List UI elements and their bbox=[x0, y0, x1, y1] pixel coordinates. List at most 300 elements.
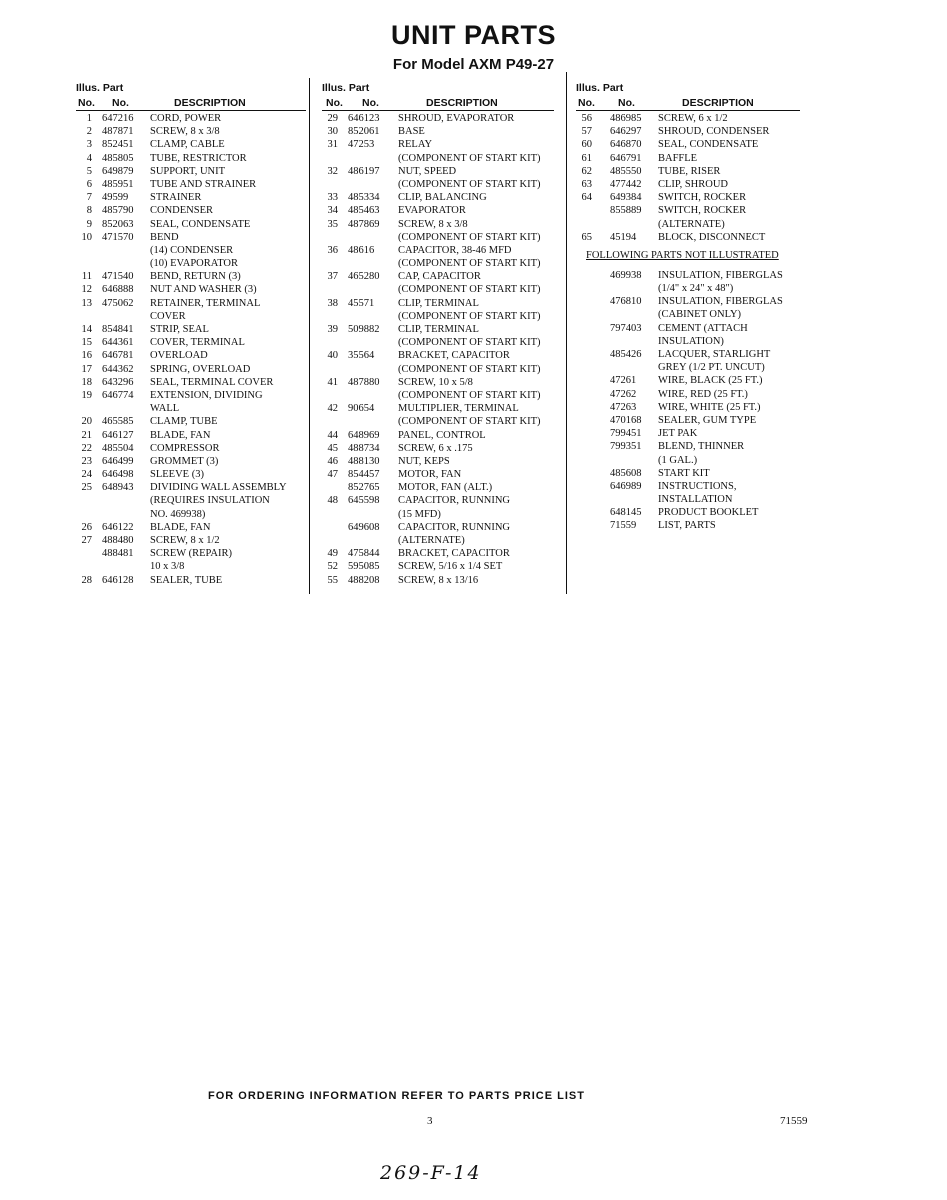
table-row bbox=[576, 152, 800, 165]
part-description: (COMPONENT OF START KIT) bbox=[398, 178, 541, 190]
table-row bbox=[576, 282, 800, 295]
part-number: 799351 bbox=[610, 441, 642, 453]
parts-column-3 bbox=[576, 80, 800, 533]
illus-number: 24 bbox=[81, 469, 92, 481]
part-no-label: No. bbox=[112, 97, 129, 109]
part-description: TUBE, RISER bbox=[658, 165, 721, 177]
part-description: (REQUIRES INSULATION bbox=[150, 495, 270, 507]
part-number: 855889 bbox=[610, 205, 642, 217]
part-number: 797403 bbox=[610, 322, 642, 334]
handwritten-note: 269-F-14 bbox=[380, 1162, 482, 1184]
table-row bbox=[322, 257, 554, 270]
table-row bbox=[76, 323, 306, 336]
part-description: NUT AND WASHER (3) bbox=[150, 284, 257, 296]
part-number: 465585 bbox=[102, 416, 134, 428]
table-row bbox=[322, 231, 554, 244]
illus-number: 7 bbox=[86, 192, 92, 204]
illus-number: 34 bbox=[327, 205, 338, 217]
part-description: CLIP, TERMINAL bbox=[398, 324, 479, 335]
table-row bbox=[322, 494, 554, 507]
table-row bbox=[76, 257, 306, 270]
part-description: (ALTERNATE) bbox=[398, 535, 465, 546]
illus-number: 52 bbox=[327, 561, 338, 573]
illus-part-label: Illus. Part bbox=[76, 82, 124, 94]
part-description: EVAPORATOR bbox=[398, 205, 466, 217]
part-number: 471570 bbox=[102, 231, 134, 243]
table-row bbox=[322, 560, 554, 573]
part-number: 476810 bbox=[610, 296, 642, 308]
part-number: 799451 bbox=[610, 428, 642, 440]
table-row bbox=[76, 310, 306, 323]
table-row bbox=[76, 508, 306, 521]
part-number: 485550 bbox=[610, 165, 642, 177]
part-number: 644362 bbox=[102, 363, 134, 375]
part-description: LIST, PARTS bbox=[658, 520, 716, 532]
table-row bbox=[76, 178, 306, 191]
part-description: LACQUER, STARLIGHT bbox=[658, 349, 771, 360]
part-description: SCREW, 5/16 x 1/4 SET bbox=[398, 561, 503, 573]
illus-number: 47 bbox=[327, 469, 338, 481]
part-number: 649384 bbox=[610, 192, 642, 204]
illus-number: 19 bbox=[81, 389, 92, 401]
description-label: DESCRIPTION bbox=[174, 97, 246, 109]
part-number: 595085 bbox=[348, 561, 380, 573]
table-row bbox=[576, 112, 800, 125]
parts-list bbox=[76, 112, 306, 587]
part-description: SCREW, 6 x .175 bbox=[398, 442, 473, 454]
part-description: CORD, POWER bbox=[150, 113, 222, 124]
part-description: CLAMP, TUBE bbox=[150, 416, 218, 428]
part-description: (10) EVAPORATOR bbox=[150, 258, 238, 270]
part-description: SCREW, 8 x 3/8 bbox=[150, 126, 220, 138]
illus-number: 65 bbox=[581, 231, 592, 243]
part-number: 646123 bbox=[348, 113, 380, 124]
not-illustrated-list bbox=[576, 269, 800, 533]
table-row bbox=[322, 138, 554, 151]
table-row bbox=[576, 374, 800, 387]
illus-number: 17 bbox=[81, 363, 92, 375]
illus-number: 8 bbox=[86, 205, 92, 217]
part-description: (1/4" x 24" x 48") bbox=[658, 283, 734, 295]
part-description: PANEL, CONTROL bbox=[398, 429, 486, 441]
illus-number: 37 bbox=[327, 271, 338, 283]
part-description: SHROUD, EVAPORATOR bbox=[398, 113, 515, 124]
illus-number: 22 bbox=[81, 442, 92, 454]
illus-number: 11 bbox=[81, 271, 92, 283]
part-number: 485426 bbox=[610, 349, 642, 360]
header-rule bbox=[576, 110, 800, 111]
part-number: 646499 bbox=[102, 455, 134, 467]
part-description: RETAINER, TERMINAL bbox=[150, 297, 261, 309]
illus-number: 20 bbox=[81, 416, 92, 428]
part-description: SPRING, OVERLOAD bbox=[150, 363, 251, 375]
part-number: 509882 bbox=[348, 324, 380, 335]
illus-number: 57 bbox=[581, 126, 592, 138]
table-row bbox=[76, 389, 306, 402]
part-description: SEALER, TUBE bbox=[150, 574, 223, 586]
part-number: 488734 bbox=[348, 442, 380, 454]
part-description: COVER bbox=[150, 310, 186, 322]
part-description: SEAL, CONDENSATE bbox=[150, 218, 251, 230]
part-number: 47253 bbox=[348, 139, 375, 151]
table-row bbox=[576, 388, 800, 401]
part-description: CONDENSER bbox=[150, 205, 214, 217]
parts-list bbox=[322, 112, 554, 587]
table-row bbox=[76, 468, 306, 481]
part-number: 47262 bbox=[610, 388, 637, 400]
table-row bbox=[76, 547, 306, 560]
illus-number: 2 bbox=[86, 126, 92, 138]
part-description: TUBE AND STRAINER bbox=[150, 178, 257, 190]
part-number: 649879 bbox=[102, 165, 134, 177]
model-subtitle: For Model AXM P49-27 bbox=[392, 56, 555, 73]
part-description: EXTENSION, DIVIDING bbox=[150, 389, 263, 401]
illus-number: 23 bbox=[81, 455, 92, 467]
part-description: BAFFLE bbox=[658, 152, 698, 164]
illus-number: 56 bbox=[581, 113, 592, 124]
column-divider bbox=[566, 72, 567, 594]
illus-part-label: Illus. Part bbox=[322, 82, 370, 94]
table-row bbox=[322, 125, 554, 138]
illus-part-label: Illus. Part bbox=[576, 82, 624, 94]
part-description: (COMPONENT OF START KIT) bbox=[398, 258, 541, 270]
column-header bbox=[576, 80, 800, 112]
table-row bbox=[322, 547, 554, 560]
part-description: (COMPONENT OF START KIT) bbox=[398, 337, 541, 349]
part-description: CLIP, SHROUD bbox=[658, 178, 729, 190]
part-number: 647216 bbox=[102, 113, 134, 124]
part-number: 852063 bbox=[102, 218, 134, 230]
table-row bbox=[576, 361, 800, 374]
table-row bbox=[576, 308, 800, 321]
table-row bbox=[322, 455, 554, 468]
part-number: 486985 bbox=[610, 113, 642, 124]
part-description: INSULATION, FIBERGLAS bbox=[658, 269, 783, 281]
part-number: 646498 bbox=[102, 469, 134, 481]
part-description: SLEEVE (3) bbox=[150, 469, 204, 481]
part-description: TUBE, RESTRICTOR bbox=[150, 152, 247, 164]
table-row bbox=[322, 574, 554, 587]
description-label: DESCRIPTION bbox=[682, 97, 754, 109]
part-number: 487869 bbox=[348, 218, 380, 230]
table-row bbox=[576, 506, 800, 519]
illus-no-label: No. bbox=[578, 97, 595, 109]
part-description: WALL bbox=[150, 403, 180, 415]
table-row bbox=[322, 363, 554, 376]
table-row bbox=[76, 191, 306, 204]
table-row bbox=[576, 295, 800, 308]
illus-number: 9 bbox=[86, 218, 92, 230]
illus-number: 29 bbox=[327, 113, 338, 124]
part-number: 646989 bbox=[610, 480, 642, 492]
part-description: COVER, TERMINAL bbox=[150, 337, 245, 349]
part-description: NUT, SPEED bbox=[398, 165, 457, 177]
part-description: BEND, RETURN (3) bbox=[150, 271, 241, 283]
table-row bbox=[576, 467, 800, 480]
table-row bbox=[576, 125, 800, 138]
illus-number: 6 bbox=[86, 178, 92, 190]
illus-number: 10 bbox=[81, 231, 92, 243]
part-number: 45194 bbox=[610, 231, 637, 243]
table-row bbox=[76, 363, 306, 376]
part-number: 47263 bbox=[610, 401, 637, 413]
table-row bbox=[576, 440, 800, 453]
table-row bbox=[322, 165, 554, 178]
illus-number: 4 bbox=[86, 152, 92, 164]
table-row bbox=[576, 519, 800, 532]
table-row bbox=[576, 493, 800, 506]
part-description: INSTALLATION bbox=[658, 494, 733, 506]
illus-number: 36 bbox=[327, 244, 338, 256]
part-number: 486197 bbox=[348, 165, 380, 177]
illus-number: 49 bbox=[327, 548, 338, 560]
part-description: SHROUD, CONDENSER bbox=[658, 126, 770, 138]
part-number: 469938 bbox=[610, 269, 642, 281]
part-number: 465280 bbox=[348, 271, 380, 283]
illus-number: 21 bbox=[81, 429, 92, 441]
part-number: 648145 bbox=[610, 507, 642, 519]
part-description: COMPRESSOR bbox=[150, 442, 220, 454]
part-description: (COMPONENT OF START KIT) bbox=[398, 389, 541, 401]
table-row bbox=[322, 349, 554, 362]
part-number: 644361 bbox=[102, 337, 134, 349]
part-number: 488208 bbox=[348, 574, 380, 586]
table-row bbox=[322, 283, 554, 296]
table-row bbox=[576, 322, 800, 335]
part-number: 485608 bbox=[610, 467, 642, 479]
part-description: OVERLOAD bbox=[150, 350, 208, 362]
part-description: CEMENT (ATTACH bbox=[658, 322, 748, 334]
part-description: WIRE, BLACK (25 FT.) bbox=[658, 375, 763, 387]
part-description: CAPACITOR, RUNNING bbox=[398, 495, 511, 507]
part-description: CAP, CAPACITOR bbox=[398, 271, 481, 283]
part-description: (14) CONDENSER bbox=[150, 244, 234, 256]
part-number: 475844 bbox=[348, 548, 380, 560]
table-row bbox=[322, 402, 554, 415]
table-row bbox=[322, 376, 554, 389]
parts-column-1 bbox=[76, 80, 306, 587]
table-row bbox=[322, 481, 554, 494]
part-number: 646781 bbox=[102, 350, 134, 362]
part-description: BRACKET, CAPACITOR bbox=[398, 350, 510, 362]
header-rule bbox=[322, 110, 554, 111]
part-description: CLAMP, CABLE bbox=[150, 139, 225, 151]
page-number: 3 bbox=[427, 1115, 433, 1127]
table-row bbox=[576, 269, 800, 282]
illus-number: 27 bbox=[81, 535, 92, 546]
illus-number: 41 bbox=[327, 376, 338, 388]
table-row bbox=[322, 415, 554, 428]
part-number: 646297 bbox=[610, 126, 642, 138]
table-row bbox=[576, 191, 800, 204]
document-number: 71559 bbox=[780, 1115, 808, 1127]
part-number: 488130 bbox=[348, 455, 380, 467]
table-row bbox=[322, 310, 554, 323]
table-row bbox=[576, 231, 800, 244]
table-row bbox=[576, 480, 800, 493]
part-description: (15 MFD) bbox=[398, 508, 441, 520]
part-description: (ALTERNATE) bbox=[658, 218, 725, 230]
table-row bbox=[322, 336, 554, 349]
part-description: SCREW, 8 x 3/8 bbox=[398, 218, 468, 230]
table-row bbox=[322, 442, 554, 455]
illus-number: 63 bbox=[581, 178, 592, 190]
illus-number: 33 bbox=[327, 192, 338, 204]
part-description: BLOCK, DISCONNECT bbox=[658, 231, 766, 243]
not-illustrated-heading: FOLLOWING PARTS NOT ILLUSTRATED bbox=[586, 249, 779, 261]
part-description: STRIP, SEAL bbox=[150, 324, 209, 335]
part-description: SCREW, 8 x 1/2 bbox=[150, 535, 220, 546]
table-row bbox=[76, 521, 306, 534]
part-no-label: No. bbox=[362, 97, 379, 109]
part-description: MULTIPLIER, TERMINAL bbox=[398, 403, 519, 415]
part-description: SWITCH, ROCKER bbox=[658, 205, 747, 217]
illus-number: 3 bbox=[86, 139, 92, 151]
illus-number: 64 bbox=[581, 192, 592, 204]
table-row bbox=[76, 402, 306, 415]
part-description: WIRE, RED (25 FT.) bbox=[658, 388, 748, 400]
table-row bbox=[576, 414, 800, 427]
part-description: SWITCH, ROCKER bbox=[658, 192, 747, 204]
part-description: BASE bbox=[398, 126, 425, 138]
table-row bbox=[76, 270, 306, 283]
part-number: 646791 bbox=[610, 152, 642, 164]
part-no-label: No. bbox=[618, 97, 635, 109]
table-row bbox=[576, 178, 800, 191]
part-description: SCREW, 8 x 13/16 bbox=[398, 574, 479, 586]
part-number: 48616 bbox=[348, 244, 375, 256]
parts-column-2 bbox=[322, 80, 554, 587]
illus-number: 42 bbox=[327, 403, 338, 415]
part-number: 485504 bbox=[102, 442, 134, 454]
part-number: 645598 bbox=[348, 495, 380, 507]
table-row bbox=[322, 244, 554, 257]
part-description: INSTRUCTIONS, bbox=[658, 480, 737, 492]
part-number: 852451 bbox=[102, 139, 134, 151]
table-row bbox=[322, 204, 554, 217]
part-number: 646774 bbox=[102, 389, 134, 401]
part-description: 10 x 3/8 bbox=[150, 561, 185, 573]
illus-number: 14 bbox=[81, 324, 92, 335]
table-row bbox=[76, 442, 306, 455]
illus-number: 16 bbox=[81, 350, 92, 362]
illus-number: 28 bbox=[81, 574, 92, 586]
table-row bbox=[322, 218, 554, 231]
table-row bbox=[76, 336, 306, 349]
part-description: SCREW, 6 x 1/2 bbox=[658, 113, 728, 124]
table-row bbox=[76, 125, 306, 138]
table-row bbox=[76, 415, 306, 428]
part-number: 487871 bbox=[102, 126, 134, 138]
part-description: JET PAK bbox=[658, 428, 698, 440]
part-description: SEALER, GUM TYPE bbox=[658, 414, 757, 426]
description-label: DESCRIPTION bbox=[426, 97, 498, 109]
illus-number: 25 bbox=[81, 482, 92, 494]
illus-number: 30 bbox=[327, 126, 338, 138]
illus-number: 31 bbox=[327, 139, 338, 151]
part-description: SCREW, 10 x 5/8 bbox=[398, 376, 473, 388]
illus-no-label: No. bbox=[78, 97, 95, 109]
ordering-note: FOR ORDERING INFORMATION REFER TO PARTS PRICE LIST bbox=[208, 1090, 585, 1102]
part-number: 852061 bbox=[348, 126, 380, 138]
part-description: NO. 469938) bbox=[150, 508, 206, 520]
table-row bbox=[576, 454, 800, 467]
table-row bbox=[322, 297, 554, 310]
part-number: 854841 bbox=[102, 324, 134, 335]
part-number: 49599 bbox=[102, 192, 129, 204]
part-number: 71559 bbox=[610, 520, 637, 532]
part-description: (COMPONENT OF START KIT) bbox=[398, 310, 541, 322]
column-divider bbox=[309, 78, 310, 594]
part-description: CAPACITOR, RUNNING bbox=[398, 521, 511, 533]
table-row bbox=[76, 138, 306, 151]
part-number: 485463 bbox=[348, 205, 380, 217]
table-row bbox=[76, 376, 306, 389]
table-row bbox=[322, 178, 554, 191]
part-description: (CABINET ONLY) bbox=[658, 309, 742, 321]
table-row bbox=[76, 560, 306, 573]
table-row bbox=[576, 401, 800, 414]
part-description: BLADE, FAN bbox=[150, 429, 211, 441]
column-header bbox=[76, 80, 306, 112]
part-description: (COMPONENT OF START KIT) bbox=[398, 152, 541, 164]
part-description: NUT, KEPS bbox=[398, 455, 450, 467]
table-row bbox=[76, 204, 306, 217]
table-row bbox=[322, 521, 554, 534]
part-number: 488480 bbox=[102, 535, 134, 546]
illus-number: 12 bbox=[81, 284, 92, 296]
table-row bbox=[576, 165, 800, 178]
illus-no-label: No. bbox=[326, 97, 343, 109]
part-number: 646122 bbox=[102, 521, 134, 533]
part-number: 852765 bbox=[348, 482, 380, 494]
part-description: RELAY bbox=[398, 139, 433, 151]
table-row bbox=[576, 218, 800, 231]
table-row bbox=[76, 231, 306, 244]
part-number: 485805 bbox=[102, 152, 134, 164]
part-number: 646128 bbox=[102, 574, 134, 586]
part-number: 648969 bbox=[348, 429, 380, 441]
table-row bbox=[76, 297, 306, 310]
table-row bbox=[576, 204, 800, 217]
table-row bbox=[322, 152, 554, 165]
table-row bbox=[76, 534, 306, 547]
part-description: MOTOR, FAN bbox=[398, 469, 462, 481]
part-number: 643296 bbox=[102, 376, 134, 388]
part-description: INSULATION, FIBERGLAS bbox=[658, 296, 783, 308]
part-description: WIRE, WHITE (25 FT.) bbox=[658, 401, 761, 413]
table-row bbox=[322, 323, 554, 336]
part-description: BRACKET, CAPACITOR bbox=[398, 548, 510, 560]
part-number: 646870 bbox=[610, 139, 642, 151]
part-description: SEAL, TERMINAL COVER bbox=[150, 376, 274, 388]
part-description: (COMPONENT OF START KIT) bbox=[398, 363, 541, 375]
part-number: 485951 bbox=[102, 178, 134, 190]
part-number: 646888 bbox=[102, 284, 134, 296]
table-row bbox=[576, 348, 800, 361]
table-row bbox=[76, 349, 306, 362]
part-number: 485790 bbox=[102, 205, 134, 217]
part-description: MOTOR, FAN (ALT.) bbox=[398, 482, 493, 494]
illus-number: 32 bbox=[327, 165, 338, 177]
table-row bbox=[322, 389, 554, 402]
table-row bbox=[576, 427, 800, 440]
illus-number: 13 bbox=[81, 297, 92, 309]
table-row bbox=[576, 335, 800, 348]
part-description: BLEND, THINNER bbox=[658, 441, 745, 453]
part-description: GREY (1/2 PT. UNCUT) bbox=[658, 362, 765, 374]
illus-number: 48 bbox=[327, 495, 338, 507]
